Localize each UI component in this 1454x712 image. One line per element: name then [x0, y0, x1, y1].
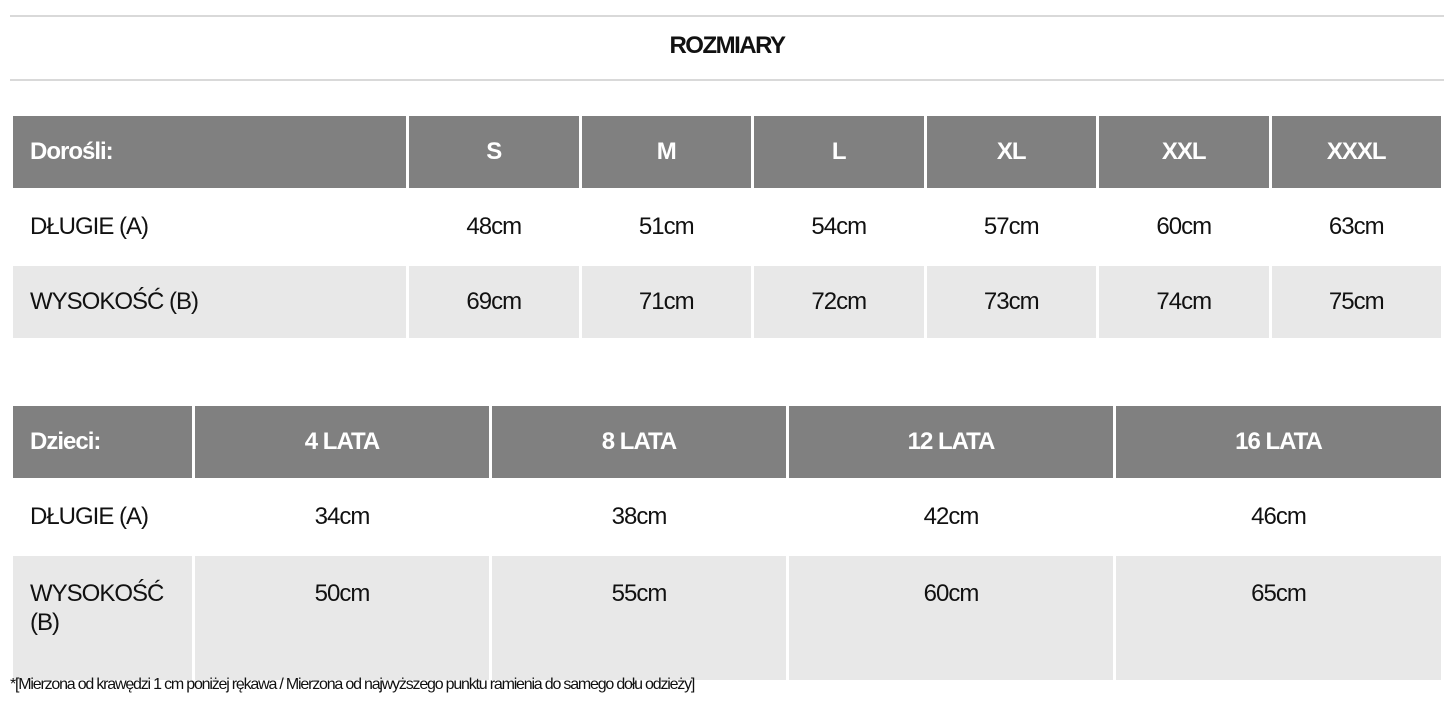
size-header-s: S	[409, 116, 579, 188]
top-divider	[10, 15, 1444, 17]
adults-header-label: Dorośli:	[13, 116, 406, 188]
table-cell: 72cm	[754, 266, 924, 338]
footnote: *[Mierzona od krawędzi 1 cm poniżej rękawa / Mierzona od najwyższego punktu ramienia do samego dołu odzieży]	[10, 676, 695, 693]
table-cell: 65cm	[1116, 556, 1441, 680]
table-row	[13, 556, 1441, 680]
table-cell: 38cm	[492, 481, 786, 553]
table-cell: 73cm	[927, 266, 1097, 338]
table-header-row	[13, 116, 1441, 188]
table-cell: 48cm	[409, 191, 579, 263]
table-cell: 51cm	[582, 191, 752, 263]
size-header-xxxl: XXXL	[1272, 116, 1442, 188]
table-row	[13, 481, 1441, 553]
table-cell: 60cm	[789, 556, 1113, 680]
table-row	[13, 191, 1441, 263]
age-header-4: 4 LATA	[195, 406, 489, 478]
size-header-xl: XL	[927, 116, 1097, 188]
table-cell: 60cm	[1099, 191, 1269, 263]
table-cell: 54cm	[754, 191, 924, 263]
table-cell: 42cm	[789, 481, 1113, 553]
size-header-xxl: XXL	[1099, 116, 1269, 188]
table-header-row	[13, 406, 1441, 478]
kids-size-table	[10, 403, 1444, 683]
page-title: ROZMIARY	[669, 32, 785, 59]
table-cell: 63cm	[1272, 191, 1442, 263]
row-label: WYSOKOŚĆ (B)	[13, 266, 406, 338]
table-cell: 57cm	[927, 191, 1097, 263]
table-cell: 69cm	[409, 266, 579, 338]
table-cell: 50cm	[195, 556, 489, 680]
table-cell: 71cm	[582, 266, 752, 338]
table-cell: 74cm	[1099, 266, 1269, 338]
kids-header-label: Dzieci:	[13, 406, 192, 478]
age-header-12: 12 LATA	[789, 406, 1113, 478]
age-header-16: 16 LATA	[1116, 406, 1441, 478]
table-cell: 75cm	[1272, 266, 1442, 338]
table-cell: 55cm	[492, 556, 786, 680]
table-cell: 46cm	[1116, 481, 1441, 553]
table-cell: 34cm	[195, 481, 489, 553]
adults-size-table	[10, 113, 1444, 341]
row-label: DŁUGIE (A)	[13, 481, 192, 553]
size-header-l: L	[754, 116, 924, 188]
size-header-m: M	[582, 116, 752, 188]
title-divider	[10, 79, 1444, 81]
table-row	[13, 266, 1441, 338]
row-label: WYSOKOŚĆ (B)	[13, 556, 192, 680]
age-header-8: 8 LATA	[492, 406, 786, 478]
row-label: DŁUGIE (A)	[13, 191, 406, 263]
